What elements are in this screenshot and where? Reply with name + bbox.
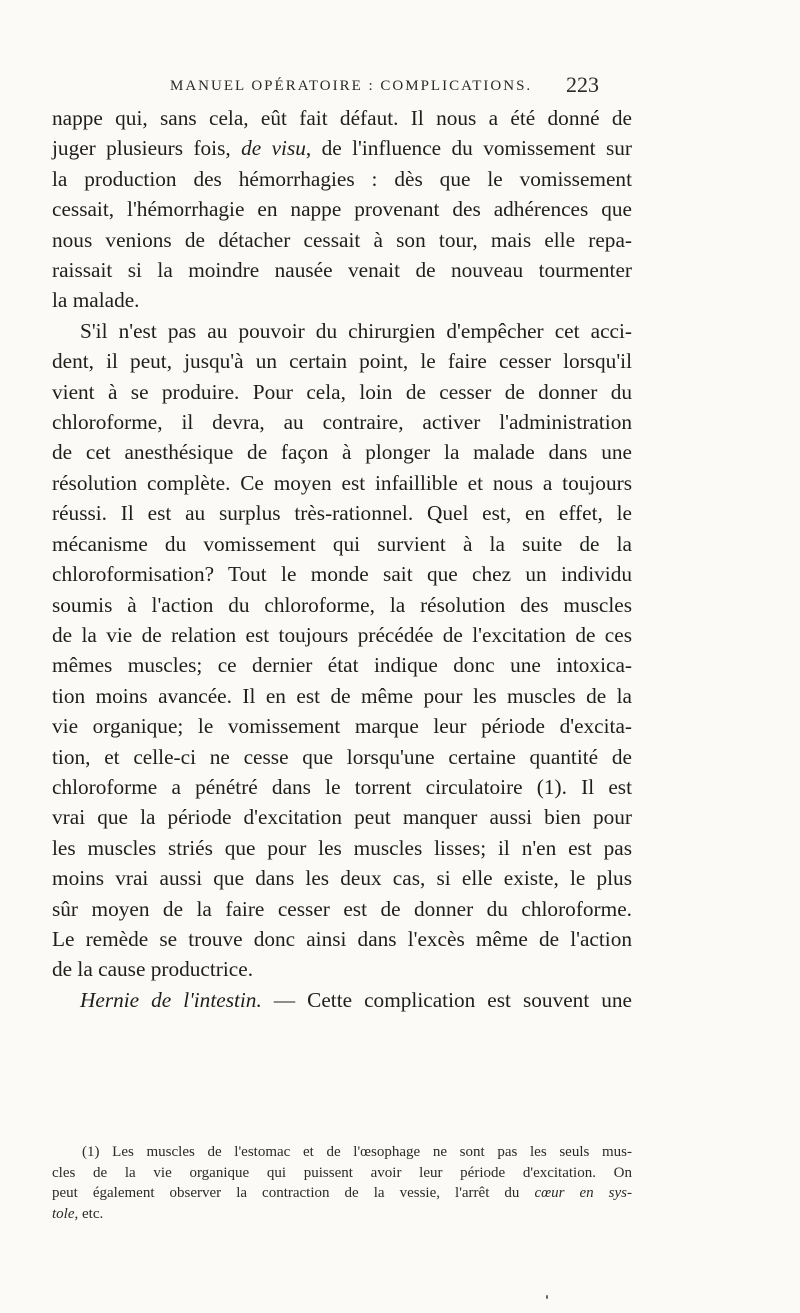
section-heading-line: Hernie de l'intestin. — Cette complication est souvent une (80, 987, 633, 1012)
ink-speck (546, 1295, 548, 1299)
text-line: de cet anesthésique de façon à plonger la malade dans une (52, 440, 632, 465)
text-line: la production des hémorrhagies : dès que le vomissement (52, 166, 632, 191)
text-line: vrai que la période d'excitation peut manquer aussi bien pour (52, 805, 632, 830)
running-title: MANUEL OPÉRATOIRE : COMPLICATIONS. (170, 78, 533, 94)
footnote-line: cles de la vie organique qui puissent avoir leur période d'excitation. On (52, 1164, 632, 1181)
text-line: chloroformisation? Tout le monde sait que chez un individu (52, 562, 632, 587)
text-line: mécanisme du vomissement qui survient à la suite de la (52, 531, 632, 556)
text-line: chloroforme a pénétré dans le torrent circulatoire (1). Il est (52, 774, 632, 799)
text-line: cessait, l'hémorrhagie en nappe provenant des adhérences que (52, 197, 632, 222)
text-line: de la cause productrice. (52, 957, 254, 982)
text-line: dent, il peut, jusqu'à un certain point, le faire cesser lorsqu'il (52, 349, 632, 374)
text-line: moins vrai aussi que dans les deux cas, si elle existe, le plus (52, 866, 632, 891)
main-text (52, 103, 632, 1015)
footnote-line: tole, etc. (52, 1205, 104, 1222)
text-line: vie organique; le vomissement marque leur période d'excita- (52, 714, 632, 739)
text-line: soumis à l'action du chloroforme, la résolution des muscles (52, 592, 632, 617)
text-line: tion moins avancée. Il en est de même pour les muscles de la (52, 683, 632, 708)
text-line: mêmes muscles; ce dernier état indique donc une intoxica- (52, 653, 632, 678)
text-line: juger plusieurs fois, de visu, de l'influence du vomissement sur (52, 136, 633, 161)
running-header (170, 78, 630, 95)
text-line: sûr moyen de la faire cesser est de donner du chloroforme. (52, 896, 632, 921)
page-number: 223 (566, 72, 599, 97)
section-title: Hernie de l'intestin. (80, 987, 262, 1012)
text-line: nappe qui, sans cela, eût fait défaut. Il nous a été donné de (52, 106, 632, 130)
text-line: raissait si la moindre nausée venait de nouveau tourmenter (52, 258, 632, 283)
footnote-line: (1) Les muscles de l'estomac et de l'œsophage ne sont pas les seuls mus- (82, 1144, 632, 1160)
text-line: de la vie de relation est toujours précédée de l'excitation de ces (52, 622, 632, 647)
footnote-line: peut également observer la contraction de la vessie, l'arrêt du cœur en sys- (52, 1185, 632, 1201)
paragraph-start: S'il n'est pas au pouvoir du chirurgien d'empêcher cet acci- (80, 318, 632, 343)
text-line: la malade. (52, 288, 140, 313)
text-line: réussi. Il est au surplus très-rationnel. Quel est, en effet, le (52, 501, 632, 526)
latin-phrase: de visu (241, 136, 306, 161)
text-line: les muscles striés que pour les muscles lisses; il n'en est pas (52, 835, 632, 860)
text-line: vient à se produire. Pour cela, loin de cesser de donner du (52, 379, 632, 404)
text-line: Le remède se trouve donc ainsi dans l'excès même de l'action (52, 926, 632, 951)
text-line: tion, et celle-ci ne cesse que lorsqu'une certaine quantité de (52, 744, 632, 769)
text-line: chloroforme, il devra, au contraire, activer l'administration (52, 410, 632, 435)
text-line: nous venions de détacher cessait à son tour, mais elle repa- (52, 227, 632, 252)
text-line: résolution complète. Ce moyen est infaillible et nous a toujours (52, 470, 632, 495)
footnote (52, 1142, 632, 1224)
